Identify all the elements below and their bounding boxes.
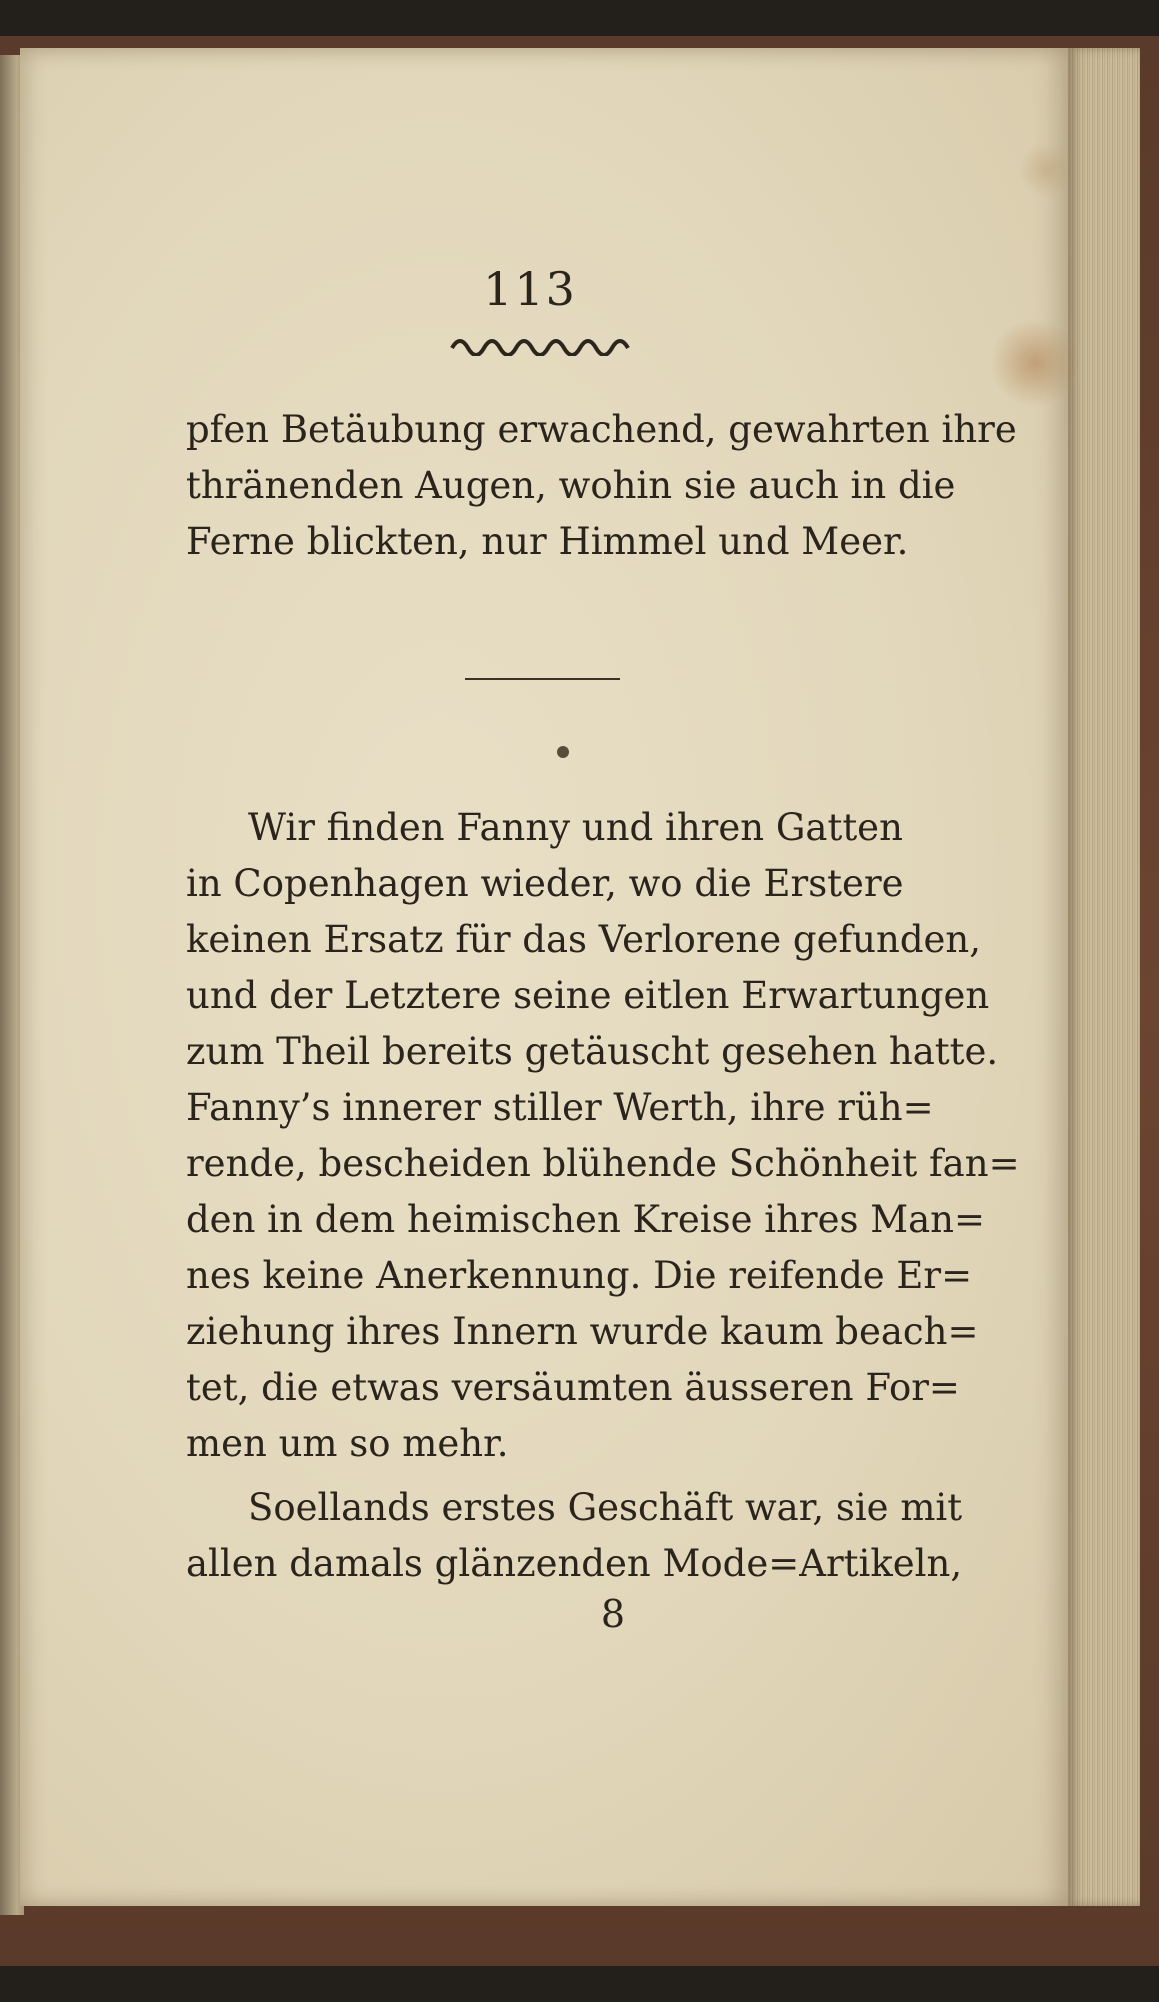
wave-ornament	[450, 330, 630, 356]
text-line: Soellands erstes Geschäft war, sie mit	[248, 1486, 963, 1529]
page-edges	[1068, 48, 1140, 1906]
stain-mark	[1020, 140, 1070, 200]
text-line: Wir finden Fanny und ihren Gatten	[248, 806, 903, 849]
text-line: keinen Ersatz für das Verlorene gefunden,	[186, 918, 981, 961]
ornament-dot	[557, 746, 569, 758]
text-line: tet, die etwas versäumten äusseren For=	[186, 1366, 960, 1409]
text-line: Ferne blickten, nur Himmel und Meer.	[186, 520, 909, 563]
text-line: rende, bescheiden blühende Schönheit fan=	[186, 1142, 1020, 1185]
page-number: 113	[483, 262, 577, 316]
text-line: allen damals glänzenden Mode=Artikeln,	[186, 1542, 963, 1585]
paragraph-main	[186, 800, 1020, 1472]
text-line: den in dem heimischen Kreise ihres Man=	[186, 1198, 986, 1241]
text-line: men um so mehr.	[186, 1422, 509, 1465]
section-divider	[465, 678, 620, 680]
text-line: ziehung ihres Innern wurde kaum beach=	[186, 1310, 979, 1353]
signature-mark: 8	[600, 1592, 626, 1636]
text-line: in Copenhagen wieder, wo die Erstere	[186, 862, 904, 905]
text-line: zum Theil bereits getäuscht gesehen hatte.	[186, 1030, 999, 1073]
text-line: Fanny’s innerer stiller Werth, ihre rüh=	[186, 1086, 934, 1129]
text-line: thränenden Augen, wohin sie auch in die	[186, 464, 956, 507]
paragraph-top	[186, 402, 1017, 570]
text-line: pfen Betäubung erwachend, gewahrten ihre	[186, 408, 1017, 451]
paragraph-next	[186, 1480, 963, 1592]
stain-mark	[990, 318, 1080, 408]
text-line: und der Letztere seine eitlen Erwartungen	[186, 974, 990, 1017]
text-line: nes keine Anerkennung. Die reifende Er=	[186, 1254, 973, 1297]
